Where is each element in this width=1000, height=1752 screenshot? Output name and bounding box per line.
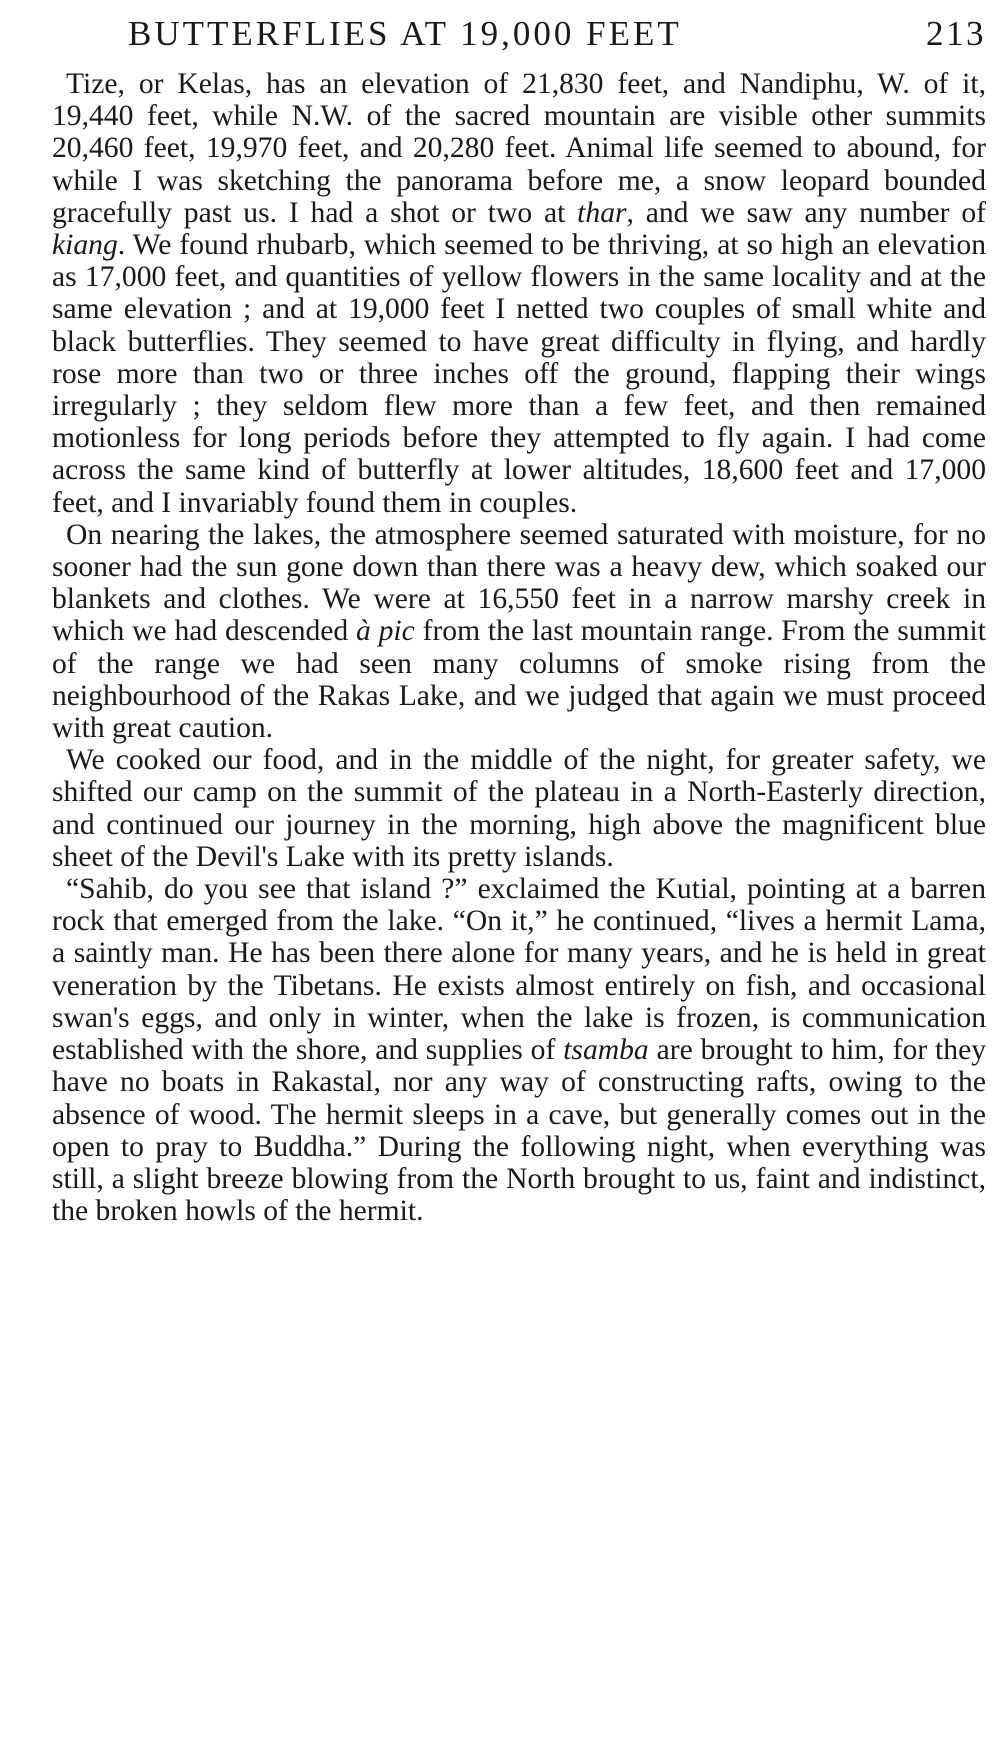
- paragraph-text: On nearing the lakes, the atmosphere seemed saturated with moisture, for no sooner had the sun gone down than there was a heavy dew, which soaked our blankets and clothes. We were at 16,550 feet in a narrow marshy creek in which we had descended: [52, 518, 986, 648]
- paragraph-text: . We found rhubarb, which seemed to be thriving, at so high an elevation as 17,000 feet, and quantities of yellow flowers in the same locality and at the same elevation ; and at 19,000 feet I netted two couples of small white and black butterflies. They seemed to have great difficulty in flying, and hardly rose more than two or three inches off the ground, flapping their wings irregularly ; they seldom flew more than a few feet, and then remained motionless for long periods before they attempted to fly again. I had come across the same kind of butterfly at lower altitudes, 18,600 feet and 17,000 feet, and I invariably found them in couples.: [52, 229, 986, 519]
- paragraph-4: [52, 873, 986, 1227]
- italic-term: tsamba: [563, 1034, 649, 1067]
- paragraph-1: [52, 68, 986, 519]
- paragraph-2: [52, 519, 986, 744]
- paragraph-text: are brought to him, for they have no boats in Rakastal, nor any way of constructing rafts, owing to the absence of wood. The hermit sleeps in a cave, but generally comes out in the open to pray to Buddha.” During the following night, when everything was still, a slight breeze blowing from the North brought to us, faint and indistinct, the broken howls of the hermit.: [52, 1034, 986, 1228]
- italic-term: à pic: [356, 615, 415, 648]
- page-number: 213: [926, 14, 986, 53]
- italic-term: kiang: [52, 229, 118, 262]
- running-head: [52, 14, 986, 68]
- paragraph-3: [52, 744, 986, 873]
- paragraph-text: Tize, or Kelas, has an elevation of 21,830 feet, and Nandiphu, W. of it, 19,440 feet, while N.W. of the sacred mountain are visible other summits 20,460 feet, 19,970 feet, and 20,280 feet. Animal life seemed to abound, for while I was sketching the panorama before me, a snow leopard bounded gracefully past us. I had a shot or two at: [52, 68, 986, 229]
- italic-term: thar: [577, 196, 627, 229]
- chapter-running-title: BUTTERFLIES AT 19,000 FEET: [128, 14, 682, 53]
- book-page: [52, 14, 986, 1227]
- paragraph-text: We cooked our food, and in the middle of the night, for greater safety, we shifted our camp on the summit of the plateau in a North-Easterly direction, and continued our journey in the morning, high above the magnificent blue sheet of the Devil's Lake with its pretty islands.: [52, 744, 986, 873]
- paragraph-text: “Sahib, do you see that island ?” exclaimed the Kutial, pointing at a barren rock that emerged from the lake. “On it,” he continued, “lives a hermit Lama, a saintly man. He has been there alone for many years, and he is held in great veneration by the Tibetans. He exists almost entirely on fish, and occasional swan's eggs, and only in winter, when the lake is frozen, is communication established with the shore, and supplies of: [52, 873, 986, 1067]
- paragraph-text: , and we saw any number of: [626, 196, 986, 229]
- paragraph-text: from the last mountain range. From the summit of the range we had seen many columns of smoke rising from the neighbourhood of the Rakas Lake, and we judged that again we must proceed with great caution.: [52, 615, 986, 745]
- body-text: [52, 68, 986, 1227]
